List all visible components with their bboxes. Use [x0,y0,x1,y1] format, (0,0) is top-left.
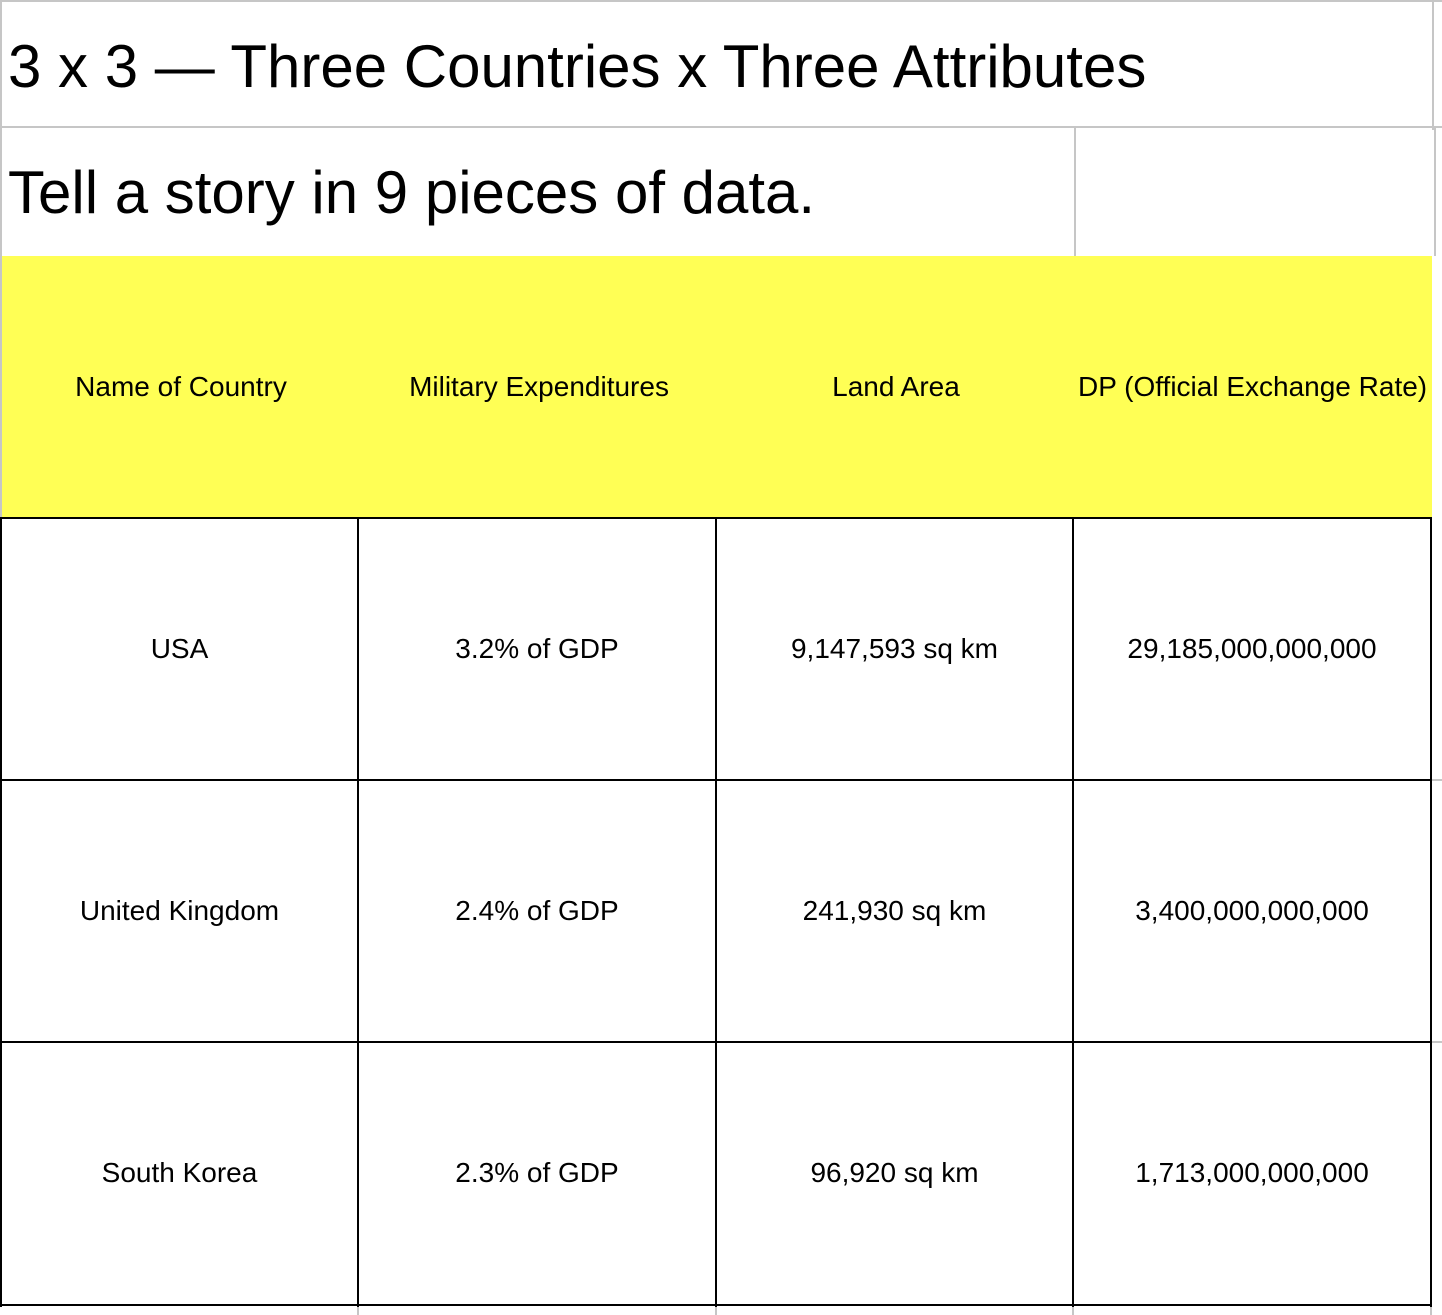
cell-value: 3,400,000,000,000 [1135,895,1369,926]
cell-value: 2.3% of GDP [455,1157,619,1188]
header-label: Name of Country [75,371,287,402]
gridline [1432,779,1442,781]
table-cell[interactable] [1074,781,1430,1041]
gridline [715,1307,717,1315]
header-cell-gdp[interactable] [1076,256,1432,518]
header-cell-military[interactable] [360,256,718,518]
title-cell[interactable] [0,0,1442,128]
cell-value: 241,930 sq km [802,895,987,926]
gridline [1430,1307,1432,1315]
cell-value: 1,713,000,000,000 [1135,1157,1369,1188]
sheet-subtitle: Tell a story in 9 pieces of data. [8,159,816,226]
header-cell-country[interactable] [2,256,360,518]
gridline [1430,517,1432,1307]
gridline [357,1307,359,1315]
cell-value: 2.4% of GDP [455,895,619,926]
table-cell[interactable] [717,781,1072,1041]
table-cell[interactable] [359,781,715,1041]
table-cell[interactable] [359,519,715,779]
cell-value: United Kingdom [79,895,280,926]
cell-value: 96,920 sq km [810,1157,979,1188]
gridline [1434,128,1436,256]
gridline [1072,1307,1074,1315]
table-cell[interactable] [1074,1043,1430,1303]
header-label: Military Expenditures [409,371,669,402]
table-cell[interactable] [1074,519,1430,779]
table-header-row [0,256,1432,518]
table-cell[interactable] [2,781,357,1041]
table-cell[interactable] [359,1043,715,1303]
cell-value: 3.2% of GDP [455,633,619,664]
header-cell-land-area[interactable] [718,256,1074,518]
gridline [1074,128,1076,256]
gridline [1432,2,1434,130]
cell-value: South Korea [101,1157,258,1188]
data-table [0,517,1442,1315]
sheet-title: 3 x 3 — Three Countries x Three Attributes [8,33,1147,100]
subtitle-cell[interactable] [0,128,1442,256]
table-cell[interactable] [717,519,1072,779]
cell-value: USA [150,633,209,664]
table-cell[interactable] [2,1043,357,1303]
header-label: Land Area [832,371,960,402]
cell-value: 29,185,000,000,000 [1127,633,1377,664]
table-cell[interactable] [2,519,357,779]
gridline [1432,1041,1442,1043]
cell-value: 9,147,593 sq km [790,633,999,664]
header-label: DP (Official Exchange Rate) [1078,371,1428,402]
table-cell[interactable] [717,1043,1072,1303]
